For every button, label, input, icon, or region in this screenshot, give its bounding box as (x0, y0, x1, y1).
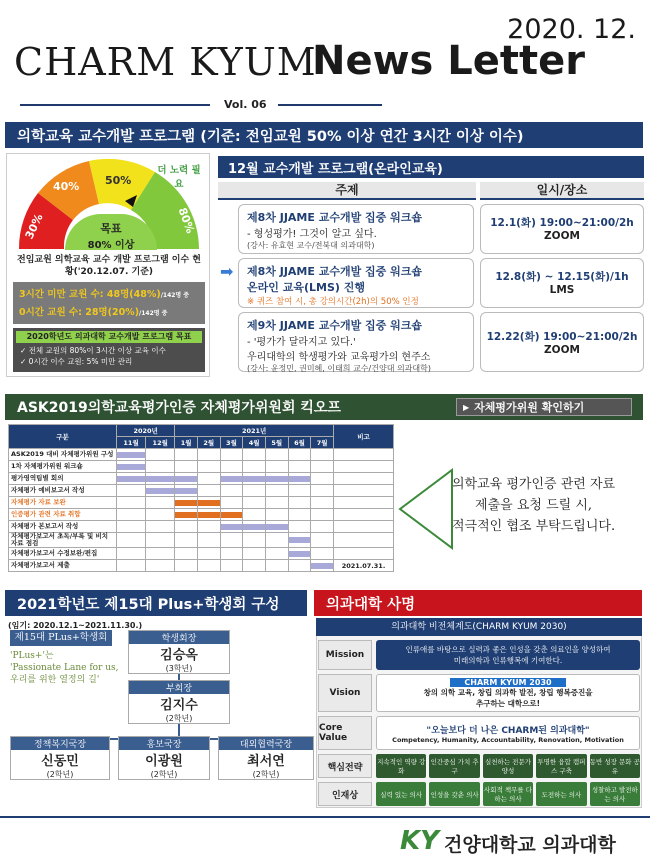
gantt-row-label: 자체평가 예비보고서 작성 (9, 485, 117, 497)
gantt-bar (175, 512, 197, 518)
gantt-cell (311, 497, 334, 509)
gantt-cell (220, 473, 243, 485)
gantt-bar (146, 476, 174, 482)
newsletter-date: 2020. 12. (507, 14, 636, 45)
gantt-cell (265, 560, 288, 572)
gantt-cell (117, 461, 146, 473)
gantt-cell (197, 533, 220, 548)
gantt-bar (289, 551, 311, 557)
gantt-month-3: 1월 (175, 437, 198, 449)
gantt-bar (289, 537, 311, 543)
vice-card (128, 680, 230, 724)
gantt-cell (288, 461, 311, 473)
talent-cell-1: 실력 있는 의사 (376, 782, 426, 806)
gantt-cell (175, 485, 198, 497)
gantt-cell (117, 560, 146, 572)
gantt-cell (197, 548, 220, 560)
gantt-cell (311, 560, 334, 572)
program-date-3-place: ZOOM (544, 344, 580, 356)
gantt-cell (146, 449, 175, 461)
gantt-cell (220, 533, 243, 548)
goal-item-2: ✓ 0시간 이수 교원: 5% 미만 관리 (20, 357, 133, 366)
gantt-cell (265, 521, 288, 533)
gantt-cell (146, 473, 175, 485)
gantt-month-6: 4월 (243, 437, 266, 449)
gantt-row-note: 2021.07.31. (334, 560, 394, 572)
talent-cell-5: 성찰하고 발전하는 의사 (590, 782, 640, 806)
footer-divider (0, 816, 650, 818)
program-row-2-note: ※ 퀴즈 참여 시, 총 강의시간(2h)의 50% 인정 (247, 297, 419, 307)
gantt-cell (220, 497, 243, 509)
mission-bar: 의과대학 사명 (314, 590, 642, 616)
gantt-cell (288, 509, 311, 521)
gantt-cell (117, 533, 146, 548)
gantt-row-note (334, 497, 394, 509)
gantt-row (9, 548, 394, 560)
gantt-cell (175, 461, 198, 473)
status-box (13, 282, 205, 324)
gantt-row (9, 449, 394, 461)
request-text (452, 474, 615, 537)
gantt-cell (265, 473, 288, 485)
core-words: Competency, Humanity, Accountability, Renovation, Motivation (392, 735, 624, 744)
gantt-row-label: 자체평가보고서 초독/부록 및 비치자료 점검 (9, 533, 117, 548)
target-value: 80% 이상 (87, 240, 135, 251)
strategy-cell-3: 실천하는 전문가 양성 (483, 754, 533, 778)
gantt-month-2: 12월 (146, 437, 175, 449)
gantt-row (9, 461, 394, 473)
gantt-row-label: 인증평가 관련 자료 취합 (9, 509, 117, 521)
status-line-1 (19, 286, 199, 304)
program-row-1-note: (강사: 유효현 교수/전북대 의과대학) (247, 241, 375, 250)
gantt-cell (117, 485, 146, 497)
gantt-row-note (334, 548, 394, 560)
gauge-label-40: 40% (53, 180, 80, 193)
vice-year: (2학년) (165, 714, 193, 723)
volume-label: Vol. 06 (224, 98, 267, 111)
gantt-cell (243, 533, 266, 548)
gantt-cell (311, 473, 334, 485)
program-row-1-line: - 형성평가! 그것이 알고 싶다. (247, 229, 377, 240)
program-row-1 (238, 204, 474, 254)
request-line-3: 적극적인 협조 부탁드립니다. (452, 519, 616, 534)
target-label: 목표 (100, 222, 122, 235)
gantt-cell (288, 473, 311, 485)
program-date-2 (480, 258, 644, 308)
gantt-cell (146, 485, 175, 497)
student-council-bar: 2021학년도 제15대 Plus+학생회 구성 (5, 590, 307, 616)
gantt-row-label: 자체평가 자료 보완 (9, 497, 117, 509)
program-date-1-place: ZOOM (544, 230, 580, 242)
col-topic-header: 주제 (218, 182, 476, 200)
gantt-cell (117, 521, 146, 533)
gantt-cell (243, 548, 266, 560)
gantt-cell (243, 509, 266, 521)
gantt-cell (243, 521, 266, 533)
vision-box (376, 674, 640, 712)
member-2-year: (2학년) (150, 770, 178, 779)
term-period: (임기: 2020.12.1~2021.11.30.) (8, 621, 143, 630)
gantt-row (9, 521, 394, 533)
mission-text (376, 640, 640, 670)
member-3-role: 대외협력국장 (219, 737, 313, 750)
mission-line-2: 미래의학과 인류행복에 기여한다. (453, 656, 563, 665)
program-row-2-line: 온라인 교육(LMS) 진행 (247, 281, 365, 294)
gantt-cell (265, 497, 288, 509)
gantt-cell (197, 485, 220, 497)
newsletter-title: News Letter (312, 38, 586, 84)
gantt-bar (175, 500, 197, 506)
gantt-cell (117, 473, 146, 485)
vision-line-1: 창의 의학 교육, 창립 의과학 발전, 창립 행복증진을 (423, 687, 593, 697)
gantt-month-9: 7월 (311, 437, 334, 449)
gantt-row-note (334, 485, 394, 497)
gantt-cell (265, 461, 288, 473)
faculty-program-bar: 의학교육 교수개발 프로그램 (기준: 전임교원 50% 이상 연간 3시간 이상 이수) (5, 122, 643, 148)
program-date-1 (480, 204, 644, 254)
gantt-cell (146, 560, 175, 572)
vice-name: 김지수 (160, 698, 198, 713)
gantt-cell (197, 461, 220, 473)
gantt-cell (311, 485, 334, 497)
gantt-cell (197, 497, 220, 509)
gantt-cell (220, 560, 243, 572)
gantt-cell (288, 560, 311, 572)
strategy-cell-2: 인간중심 가치 추구 (429, 754, 479, 778)
gantt-cell (117, 449, 146, 461)
mission-label: Mission (318, 640, 372, 670)
gauge-panel (6, 153, 210, 377)
goal-item-1: ✓ 전체 교원의 80%이 3시간 이상 교육 이수 (20, 346, 166, 355)
gantt-cell (146, 497, 175, 509)
gantt-bar (117, 452, 145, 458)
gantt-cell (311, 509, 334, 521)
gantt-cell (311, 548, 334, 560)
program-row-2 (238, 258, 474, 308)
motto-line-3: 우리를 위한 열정의 길' (10, 675, 100, 685)
header-divider-left (20, 104, 210, 106)
program-date-3 (480, 312, 644, 372)
play-icon: ▶ (463, 402, 470, 412)
gantt-month-5: 3월 (220, 437, 243, 449)
request-arrow-icon (396, 464, 456, 554)
member-1-name: 신동민 (41, 754, 79, 769)
gantt-cell (197, 560, 220, 572)
gantt-cell (197, 521, 220, 533)
gantt-head-2021: 2021년 (175, 425, 334, 437)
member-card-1 (10, 736, 110, 780)
gantt-row-label: 자체평가보고서 수정보완/편집 (9, 548, 117, 560)
president-name: 김승옥 (160, 648, 198, 663)
gantt-cell (243, 560, 266, 572)
gantt-cell (197, 473, 220, 485)
gantt-bar (117, 464, 145, 470)
gantt-cell (197, 449, 220, 461)
program-date-1-text: 12.1(화) 19:00~21:00/2h (490, 217, 634, 229)
gantt-month-4: 2월 (197, 437, 220, 449)
member-card-3 (218, 736, 314, 780)
effort-note: 더 노력 필요 (157, 165, 201, 190)
gantt-bar (221, 524, 243, 530)
schedule-gantt (8, 424, 394, 572)
gantt-cell (288, 548, 311, 560)
ask2019-bar: ASK2019의학교육평가인증 자체평가위원회 킥오프 (5, 394, 643, 420)
gantt-bar (198, 512, 220, 518)
gantt-row (9, 509, 394, 521)
vision-title: CHARM KYUM 2030 (450, 678, 565, 687)
status-title: 전임교원 의학교육 교수 개발 프로그램 이수 현황('20.12.07. 기준) (17, 255, 201, 277)
gantt-cell (146, 548, 175, 560)
gantt-cell (220, 485, 243, 497)
program-row-2-title: 제8차 JJAME 교수개발 집중 워크숍 (247, 265, 423, 278)
gantt-cell (243, 473, 266, 485)
gantt-cell (146, 533, 175, 548)
talent-cells (376, 782, 640, 806)
strategy-label: 핵심전략 (318, 754, 372, 778)
gantt-cell (117, 509, 146, 521)
gantt-cell (243, 497, 266, 509)
gantt-bar (117, 476, 145, 482)
gantt-row (9, 533, 394, 548)
gantt-cell (197, 509, 220, 521)
december-program-title: 12월 교수개발 프로그램(온라인교육) (218, 156, 644, 178)
gantt-cell (243, 449, 266, 461)
gantt-row-note (334, 533, 394, 548)
program-row-3-line-1: - '평가가 달라지고 있다.' (247, 337, 356, 348)
gantt-cell (288, 497, 311, 509)
strategy-cell-5: 동반 성장 문화 공유 (590, 754, 640, 778)
talent-cell-2: 인성을 갖춘 의사 (429, 782, 479, 806)
member-card-2 (118, 736, 210, 780)
gantt-cell (220, 548, 243, 560)
program-date-2-place: LMS (549, 284, 575, 296)
gantt-bar (198, 500, 220, 506)
gantt-cell (288, 533, 311, 548)
program-row-3-title: 제9차 JJAME 교수개발 집중 워크숍 (247, 319, 423, 332)
gantt-bar (221, 512, 243, 518)
strategy-cells (376, 754, 640, 778)
gantt-cell (175, 509, 198, 521)
gantt-cell (175, 497, 198, 509)
gantt-head-2020: 2020년 (117, 425, 175, 437)
gantt-cell (265, 509, 288, 521)
strategy-cell-1: 지속적인 역량 강화 (376, 754, 426, 778)
core-slogan: "오늘보다 더 나은 CHARM된 의과대학" (426, 725, 590, 736)
gantt-bar (243, 476, 265, 482)
gantt-cell (288, 485, 311, 497)
gantt-row-label: 자체평가보고서 제출 (9, 560, 117, 572)
gauge-label-50: 50% (105, 174, 132, 187)
status-line-1-small: /142명 중 (160, 292, 190, 299)
vision-label: Vision (318, 674, 372, 712)
gantt-cell (175, 521, 198, 533)
gantt-cell (243, 485, 266, 497)
university-name: 건양대학교 의과대학 (444, 834, 616, 856)
gantt-bar (243, 524, 265, 530)
member-1-year: (2학년) (46, 770, 74, 779)
gantt-row-note (334, 461, 394, 473)
gantt-row-label: ASK2019 대비 자체평가위원 구성 (9, 449, 117, 461)
gantt-cell (288, 449, 311, 461)
gantt-bar (175, 476, 197, 482)
gantt-bar (289, 476, 311, 482)
gantt-cell (265, 533, 288, 548)
program-date-3-text: 12.22(화) 19:00~21:00/2h (486, 331, 638, 343)
goal-title: 2020학년도 의과대학 교수개발 프로그램 목표 (16, 331, 202, 343)
gantt-cell (288, 521, 311, 533)
gantt-month-8: 6월 (288, 437, 311, 449)
gantt-row (9, 485, 394, 497)
gantt-cell (265, 449, 288, 461)
program-row-3-line-2: 우리대학의 학생평가와 교육평가의 현주소 (247, 352, 431, 363)
gantt-row-label: 1차 자체평가위원 워크숍 (9, 461, 117, 473)
gantt-cell (117, 497, 146, 509)
gantt-bar (266, 524, 288, 530)
member-1-role: 정책복지국장 (11, 737, 109, 750)
goal-item-1-text: 전체 교원의 80%이 3시간 이상 교육 이수 (28, 346, 166, 355)
brand-title: CHARM KYUM (14, 40, 317, 84)
gantt-cell (220, 461, 243, 473)
gauge-label-30: 30% (22, 211, 46, 242)
gantt-row-note (334, 521, 394, 533)
arrow-right-icon: ➡ (220, 262, 234, 281)
gantt-cell (265, 548, 288, 560)
motto-line-1: 'PLus+'는 (10, 651, 54, 661)
gantt-row-note (334, 449, 394, 461)
request-line-1: 의학교육 평가인증 관련 자료 (452, 477, 616, 492)
program-row-1-title: 제8차 JJAME 교수개발 집중 워크숍 (247, 211, 423, 224)
goal-box (13, 328, 205, 372)
member-2-role: 홍보국장 (119, 737, 209, 750)
gantt-cell (117, 548, 146, 560)
target-badge (65, 214, 157, 250)
president-role: 학생회장 (129, 631, 229, 644)
council-motto (10, 650, 119, 686)
gantt-cell (243, 461, 266, 473)
member-3-year: (2학년) (252, 770, 280, 779)
gantt-row (9, 560, 394, 572)
motto-line-2: 'Passionate Lane for us, (10, 663, 119, 673)
gantt-head-note: 비고 (334, 425, 394, 449)
vision-system-title: 의과대학 비전체계도(CHARM KYUM 2030) (316, 618, 642, 636)
gantt-cell (265, 485, 288, 497)
gantt-row-label: 자체평가 본보고서 작성 (9, 521, 117, 533)
header-divider-right (278, 104, 382, 106)
gantt-cell (311, 521, 334, 533)
gantt-row (9, 473, 394, 485)
gantt-bar (175, 488, 197, 494)
status-line-2-text: 0시간 교원 수: 28명(20%) (19, 307, 140, 318)
gantt-cell (311, 533, 334, 548)
gantt-cell (175, 560, 198, 572)
program-row-3-note: (강사: 윤정민, 권미혜, 이태희 교수/건양대 의과대학) (247, 364, 431, 373)
member-2-name: 이광원 (145, 754, 183, 769)
university-logo: KY (400, 826, 439, 856)
committee-check-button[interactable] (456, 398, 632, 416)
program-date-2-text: 12.8(화) ~ 12.15(화)/1h (495, 271, 629, 283)
talent-cell-3: 사회적 책무를 다하는 의사 (483, 782, 533, 806)
mission-line-1: 인류애를 바탕으로 실력과 좋은 인성을 갖춘 의료인을 양성하여 (405, 645, 611, 654)
gantt-cell (220, 521, 243, 533)
goal-item-2-text: 0시간 이수 교원: 5% 미만 관리 (28, 357, 133, 366)
gantt-head-gubun: 구분 (9, 425, 117, 449)
committee-check-label: 자체평가위원 확인하기 (474, 401, 585, 414)
gantt-row-note (334, 509, 394, 521)
col-date-header: 일시/장소 (480, 182, 644, 200)
gantt-cell (311, 449, 334, 461)
request-line-2: 제출을 요청 드릴 시, (475, 498, 593, 513)
status-line-1-text: 3시간 미만 교원 수: 48명(48%) (19, 289, 161, 300)
gantt-bar (146, 488, 174, 494)
vision-line-2: 추구하는 대학으로! (476, 698, 540, 708)
president-card (128, 630, 230, 674)
gantt-month-7: 5월 (265, 437, 288, 449)
gantt-row-note (334, 473, 394, 485)
gantt-bar (221, 476, 243, 482)
council-name: 제15대 PLus+학생회 (10, 630, 112, 646)
gantt-cell (146, 461, 175, 473)
gantt-cell (311, 461, 334, 473)
gauge-label-80: 80% (175, 205, 197, 236)
gantt-bar (266, 476, 288, 482)
core-value-box (376, 716, 640, 750)
gantt-table (8, 424, 394, 572)
gantt-cell (146, 509, 175, 521)
gantt-cell (175, 548, 198, 560)
vice-role: 부회장 (129, 681, 229, 694)
gantt-cell (146, 521, 175, 533)
gantt-row-label: 평가영역팀별 회의 (9, 473, 117, 485)
strategy-cell-4: 투명한 융합 캠퍼스 구축 (536, 754, 586, 778)
gantt-month-1: 11월 (117, 437, 146, 449)
gantt-cell (175, 533, 198, 548)
status-line-2 (19, 304, 199, 322)
gantt-cell (175, 473, 198, 485)
gantt-cell (175, 449, 198, 461)
member-3-name: 최서연 (247, 754, 285, 769)
talent-label: 인재상 (318, 782, 372, 806)
core-value-label: Core Value (318, 716, 372, 750)
gantt-cell (220, 449, 243, 461)
program-row-3 (238, 312, 474, 372)
gantt-row (9, 497, 394, 509)
status-line-2-small: /142명 중 (139, 310, 168, 317)
talent-cell-4: 도전하는 의사 (536, 782, 586, 806)
gantt-cell (220, 509, 243, 521)
president-year: (3학년) (165, 664, 193, 673)
gantt-bar (311, 563, 333, 569)
